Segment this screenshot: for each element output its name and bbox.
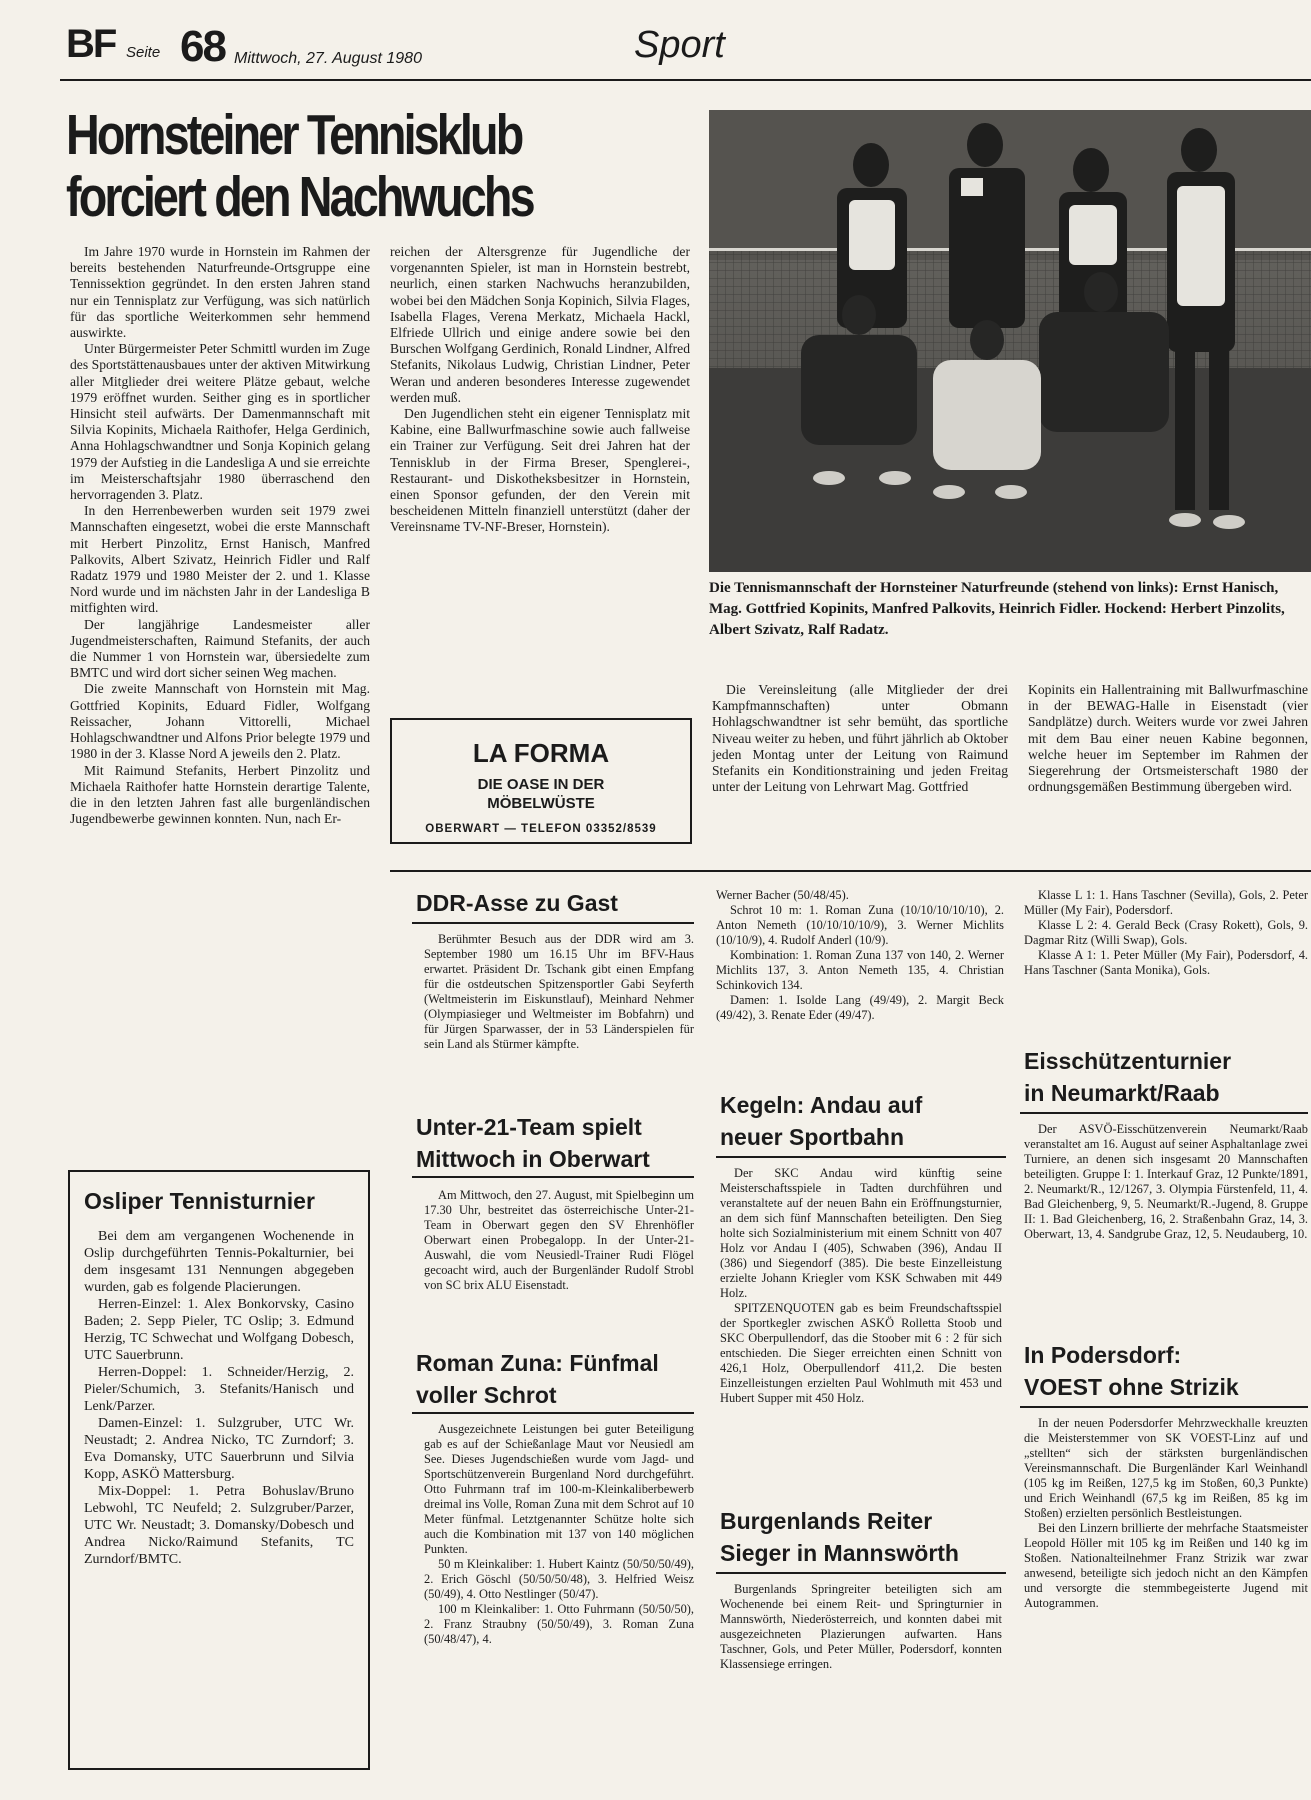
eisschuetzen-title-line1: Eisschützenturnier <box>1024 1048 1232 1074</box>
article-paragraph: Die zweite Mannschaft von Hornstein mit Mag. Gottfried Kopinits, Eduard Fidler, Wolfgang Reissacher, Johann Vittorelli, Michael Hohlagschwandtner und Alfons Prior belegte 1979 und 1980 in der 3. Klasse Nord A jeweils den 2. Platz. <box>70 681 370 762</box>
results-paragraph: Klasse A 1: 1. Peter Müller (My Fair), Podersdorf, 4. Hans Taschner (Santa Monika), Gols. <box>1024 948 1308 977</box>
issue-date: Mittwoch, 27. August 1980 <box>234 50 422 67</box>
article-paragraph: reichen der Altersgrenze für Jugendliche der vorgenannten Spieler, ist man in Hornstein bestrebt, neurlich, einen starken Nachwuchs heranzubilden, wobei bei den Mädchen Sonja Kopinich, Silvia Flages, Isabella Flages, Verena Merkatz, Michaela Hackl, Elfriede Ullrich und einige andere sowie bei den Burschen Wolfgang Gerdinich, Ronald Lindner, Alfred Stefanits, Nikolaus Ludwig, Christian Lindner, Peter Weran und anderen besonderes Interesse zugewendet werden muß. <box>390 244 690 405</box>
main-article-column-1 <box>70 244 370 827</box>
u21-title-line1: Unter-21-Team spielt <box>416 1114 642 1140</box>
u21-body <box>424 1188 694 1293</box>
ad-title: LA FORMA <box>472 738 610 768</box>
article-paragraph: Die Vereinsleitung (alle Mitglieder der drei Kampfmannschaften) unter Obmann Hohlagschwandtner ist sehr bemüht, das sportliche Niveau weiter zu heben, und führt jährlich ab Oktober jeden Montag unter der Leitung von Raimund Stefanits ein Konditionstraining und jeden Freitag unter der Leitung von Lehrwart Mag. Gottfried <box>712 682 1008 795</box>
shooting-results <box>716 888 1004 1023</box>
article-paragraph: Mit Raimund Stefanits, Herbert Pinzolitz und Michaela Raithofer hatte Hornstein derartige Talente, die in den letzten Jahren fast alle burgenländischen Jugendbewerbe gewinnen konnten. Nun, nach Er- <box>70 762 370 827</box>
osliper-paragraph: Damen-Einzel: 1. Sulzgruber, UTC Wr. Neustadt; 2. Andrea Nicko, TC Zurndorf; 3. Eva Domansky, UTC Sauerbrunn und Silvia Kopp, ASKÖ Mattersburg. <box>84 1416 354 1482</box>
reiter-body <box>720 1582 1002 1672</box>
voest-title-rule <box>1020 1406 1308 1408</box>
results-paragraph: Klasse L 2: 4. Gerald Beck (Crasy Rokett), Gols, 9. Dagmar Ritz (Willi Swap), Gols. <box>1024 918 1308 947</box>
main-headline-line2: forciert den Nachwuchs <box>66 165 533 229</box>
results-paragraph: Werner Bacher (50/48/45). <box>716 888 849 902</box>
results-paragraph: Damen: 1. Isolde Lang (49/49), 2. Margit Beck (49/42), 3. Renate Eder (49/47). <box>716 993 1004 1022</box>
u21-paragraph: Am Mittwoch, den 27. August, mit Spielbeginn um 17.30 Uhr, bestreitet das österreichische Unter-21-Team in Oberwart gegen den SV Ehrenhöfler Oberwart einen Probegalopp. In der Unter-21-Auswahl, die vom Neusiedl-Trainer Rudi Flögel gecoacht wird, auch der Burgenländer Rudolf Strobl von SC brix ALU Eisenstadt. <box>424 1188 694 1292</box>
reiter-results <box>1024 888 1308 978</box>
zuna-paragraph: 50 m Kleinkaliber: 1. Hubert Kaintz (50/50/50/49), 2. Erich Göschl (50/50/50/48), 3. Helfried Weisz (50/49), 4. Otto Nestlinger (50/47). <box>424 1557 694 1601</box>
eisschuetzen-title-rule <box>1020 1112 1308 1114</box>
osliper-body <box>84 1228 354 1568</box>
voest-title-line2: VOEST ohne Strizik <box>1024 1374 1239 1400</box>
zuna-paragraph: Ausgezeichnete Leistungen bei guter Beteiligung gab es auf der Schießanlage Maut vor Neusiedl am See. Dieses Jugendschießen wurde vom Jagd- und Sportschützenverein Burgenland Nord durchgeführt. Otto Fuhrmann traf im 100-m-Kleinkaliberbewerb dreimal ins Volle, Roman Zuna mit dem Schrot auf 10 Meter fünfmal. Letztgenannter Schütze holte sich auch die Kombination mit 137 von 140 möglichen Punkten. <box>424 1422 694 1556</box>
reiter-title-line2: Sieger in Mannswörth <box>720 1540 959 1566</box>
main-article-column-2 <box>390 244 690 536</box>
voest-title-line1: In Podersdorf: <box>1024 1342 1182 1368</box>
newspaper-logo: BF <box>66 22 116 66</box>
u21-title-rule <box>412 1176 694 1178</box>
u21-title-line2: Mittwoch in Oberwart <box>416 1146 650 1172</box>
kegeln-paragraph: SPITZENQUOTEN gab es beim Freundschaftsspiel der Sportkegler zwischen ASKÖ Rolletta Stoob und SKC Oberpullendorf, das die Stoober mit 6 : 2 für sich entschieden. Die Sieger erreichten einen Schnitt von 426,1 Holz, Oberpullendorf 411,2. Die besten Einzelleistungen erzielten Paul Wohlmuth mit 453 und Hubert Supper mit 450 Holz. <box>720 1301 1002 1405</box>
osliper-paragraph: Mix-Doppel: 1. Petra Bohuslav/Bruno Lebwohl, TC Neufeld; 2. Sulzgruber/Parzer, UTC Wr. Neustadt; 3. Domansky/Dobesch und Andrea Nicko/Raimund Stefanits, TC Zurndorf/BMTC. <box>84 1484 354 1567</box>
article-paragraph: Der langjährige Landesmeister aller Jugendmeisterschaften, Raimund Stefanits, der auch die Nummer 1 von Hornstein war, übersiedelte zum BMTC und wird dort sicher seinen Weg machen. <box>70 616 370 681</box>
article-paragraph: In den Herrenbewerben wurden seit 1979 zwei Mannschaften eingesetzt, wobei die erste Mannschaft mit Herbert Pinzolitz, Ernst Hanisch, Manfred Palkovits, Albert Szivatz, Heinrich Fidler und Ralf Radatz 1979 und 1980 Meister der 2. und 1. Klasse Nord wurde und im nächsten Jahr in der Landesliga B mitfighten wird. <box>70 503 370 616</box>
eisschuetzen-paragraph: Der ASVÖ-Eisschützenverein Neumarkt/Raab veranstaltet am 16. August auf seiner Asphaltanlage zwei Turniere, an denen sich insgesamt 20 Mannschaften beteiligten. Gruppe I: 1. Interkauf Graz, 12 Punkte/1891, 2. Neumarkt/R., 12/1267, 3. Olympia Fürstenfeld, 11, 4. Bad Gleichenberg, 9, 5. Neumarkt/R.-Jugend, 8. Gruppe II: 1. Bad Gleichenberg, 16, 2. Straßenbahn Graz, 14, 3. Oberwart, 13, 4. Sandgrube Graz, 12, 5. Neudauberg, 10. <box>1024 1122 1308 1241</box>
zuna-title-rule <box>412 1412 694 1414</box>
osliper-title: Osliper Tennisturnier <box>84 1188 315 1214</box>
osliper-box <box>68 1170 370 1770</box>
photo-caption: Die Tennismannschaft der Hornsteiner Naturfreunde (stehend von links): Ernst Hanisch, Mag. Gottfried Kopinits, Manfred Palkovits, Heinrich Fidler. Hockend: Herbert Pinzolits, Albert Szivatz, Ralf Radatz. <box>709 580 1285 638</box>
reiter-title-line1: Burgenlands Reiter <box>720 1508 933 1534</box>
voest-paragraph: Bei den Linzern brillierte der mehrfache Staatsmeister Leopold Höller mit 105 kg im Reißen und 140 kg im Stoßen. Nationalteilnehmer Franz Strizik war zwar anwesend, beteiligte sich jedoch nicht an den Kämpfen und versorgte die stemmbegeisterte Jugend mit Autogrammen. <box>1024 1521 1308 1610</box>
kegeln-title-line2: neuer Sportbahn <box>720 1124 905 1150</box>
osliper-paragraph: Bei dem am vergangenen Wochenende in Oslip durchgeführten Tennis-Pokalturnier, bei dem insgesamt 131 Nennungen abgegeben wurden, gab es folgende Placierungen. <box>84 1229 354 1295</box>
main-article-column-3 <box>712 682 1008 795</box>
ddr-body <box>424 932 694 1052</box>
osliper-paragraph: Herren-Einzel: 1. Alex Bonkorvsky, Casino Baden; 2. Sepp Pieler, TC Oslip; 3. Edmund Herzig, TC Schwechat und Wolfgang Dobesch, UTC Sauerbrunn. <box>84 1297 354 1363</box>
masthead-rule <box>60 79 1311 81</box>
article-paragraph: Im Jahre 1970 wurde in Hornstein im Rahmen der bereits bestehenden Naturfreunde-Ortsgruppe eine Tennissektion gegründet. In den ersten Jahren stand nur ein Tennisplatz zur Verfügung, was sich natürlich für das sportliche Weiterkommen sehr hemmend auswirkte. <box>70 244 370 341</box>
eisschuetzen-body <box>1024 1122 1308 1242</box>
eisschuetzen-title-line2: in Neumarkt/Raab <box>1024 1080 1220 1106</box>
kegeln-title-rule <box>716 1156 1006 1158</box>
team-photo-illustration <box>709 110 1311 572</box>
team-photo <box>709 110 1311 572</box>
article-paragraph: Den Jugendlichen steht ein eigener Tennisplatz mit Kabine, eine Ballwurfmaschine sowie auch fallweise ein Trainer zur Verfügung. Seit drei Jahren hat der Tennisklub in der Firma Breser, Spenglerei-, Restaurant- und Diskotheksbesitzer in Hornstein, einen Sponsor gefunden, der den Verein mit bescheidenen Mitteln finanziell unterstützt (daher der Vereinsname TV-NF-Breser, Hornstein). <box>390 406 690 535</box>
section-title: Sport <box>634 24 725 66</box>
page-number: 68 <box>180 22 225 71</box>
advertisement-la-forma <box>390 718 692 844</box>
kegeln-paragraph: Der SKC Andau wird künftig seine Meisterschaftsspiele in Tadten durchführen und veranstaltete auf der neuen Bahn ein Eröffnungsturnier, an dem sich fünf Mannschaften beteiligten. Den Sieg holte sich Sozialministerium mit einem Schnitt von 407 Holz vor Andau I (405), Schwaben (396), Andau II (386) und Siegendorf (385). Die beste Einzelleistung erzielte Johann Kriegler vom KSK Schwaben mit 449 Holz. <box>720 1166 1002 1300</box>
results-paragraph: Schrot 10 m: 1. Roman Zuna (10/10/10/10/10), 2. Anton Nemeth (10/10/10/10/9), 3. Werner Michlits (10/10/9), 4. Rudolf Anderl (10/9). <box>716 903 1004 947</box>
reiter-title-rule <box>716 1572 1006 1574</box>
ad-tagline-1: DIE OASE IN DER <box>477 776 605 793</box>
ad-tagline-2: MÖBELWÜSTE <box>487 795 595 812</box>
page-label: Seite <box>126 44 161 61</box>
results-paragraph: Kombination: 1. Roman Zuna 137 von 140, 2. Werner Michlits 137, 3. Anton Nemeth 135, 4. Christian Schinkovich 134. <box>716 948 1004 992</box>
reiter-paragraph: Burgenlands Springreiter beteiligten sich am Wochenende bei einem Reit- und Springturnier in Mannswörth, Niederösterreich, und konnten dabei mit ausgezeichneten Plazierungen aufwarten. Hans Taschner, Gols, und Peter Müller, Podersdorf, konnten Klassensiege erringen. <box>720 1582 1002 1671</box>
main-headline-line1: Hornsteiner Tennisklub <box>66 103 522 167</box>
voest-body <box>1024 1416 1308 1611</box>
ddr-title-rule <box>412 922 694 924</box>
osliper-paragraph: Herren-Doppel: 1. Schneider/Herzig, 2. Pieler/Schumich, 3. Stefanits/Hanisch und Lenk/Parzer. <box>84 1365 354 1414</box>
article-paragraph: Kopinits ein Hallentraining mit Ballwurfmaschine in der BEWAG-Halle in Eisenstadt (vier Sandplätze) durch. Weiters wurde vor zwei Jahren mit dem Bau einer neuen Kabine begonnen, welche heuer im September im Rahmen der Siegerehrung der Ortsmeisterschaft 1980 der ordnungsgemäßen Bestimmung übergeben wird. <box>1028 682 1308 795</box>
main-article-column-4 <box>1028 682 1308 795</box>
zuna-paragraph: 100 m Kleinkaliber: 1. Otto Fuhrmann (50/50/50), 2. Franz Straubny (50/50/49), 3. Roman Zuna (50/48/47), 4. <box>424 1602 694 1646</box>
zuna-body <box>424 1422 694 1647</box>
article-paragraph: Unter Bürgermeister Peter Schmittl wurden im Zuge des Sportstättenausbaues unter der aktiven Mitwirkung aller Mitglieder drei weitere Plätze gebaut, welche 1979 eröffnet wurden. Seither ging es in sportlicher Hinsicht steil aufwärts. Der Damenmannschaft mit Silvia Kopinits, Michaela Raithofer, Helga Gerdinich, Anna Hohlagschwandtner und Sonja Kopinich gelang 1979 der Aufstieg in die Landesliga A und sie erreichte im Meisterschaftsjahr 1980 überraschend den hervorragenden 3. Platz. <box>70 341 370 503</box>
zuna-title-line1: Roman Zuna: Fünfmal <box>416 1350 659 1376</box>
kegeln-body <box>720 1166 1002 1406</box>
voest-paragraph: In der neuen Podersdorfer Mehrzweckhalle kreuzten die Meisterstemmer von SK VOEST-Linz auf und „stellten“ sich der stärksten burgenländischen Vereinsmannschaft. Die Burgenländer Karl Weinhandl (105 kg im Reißen, 127,5 kg im Stoßen, 60,3 Punkte) und Erich Weinhandl (67,5 kg im Reißen, 85 kg im Stoßen) erzielten persönlich Bestleistungen. <box>1024 1416 1308 1520</box>
zuna-title-line2: voller Schrot <box>416 1382 557 1408</box>
kegeln-title-line1: Kegeln: Andau auf <box>720 1092 923 1118</box>
ad-contact: OBERWART — TELEFON 03352/8539 <box>425 823 657 835</box>
results-paragraph: Klasse L 1: 1. Hans Taschner (Sevilla), Gols, 2. Peter Müller (My Fair), Podersdorf. <box>1024 888 1308 917</box>
lower-section-rule <box>390 870 1311 872</box>
ddr-title: DDR-Asse zu Gast <box>416 890 618 916</box>
ddr-paragraph: Berühmter Besuch aus der DDR wird am 3. September 1980 um 16.15 Uhr im BFV-Haus erwartet. Präsident Dr. Tschank gibt einen Empfang für die ostdeutschen Spitzensportler Gabi Seyferth (Weltmeisterin im Eiskunstlauf), Meinhard Nehmer (Olympiasieger und Weltmeister im Bobfahrn) und für Jürgen Sparwasser, der in 53 Länderspielen für sein Land als Stürmer kämpfte. <box>424 932 694 1051</box>
